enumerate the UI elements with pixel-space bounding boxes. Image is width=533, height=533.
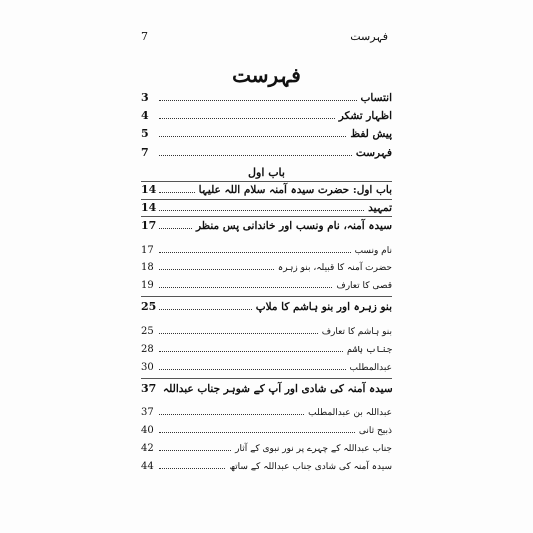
- toc-page-number: 40: [141, 425, 154, 436]
- leader-dots: [159, 467, 225, 469]
- leader-dots: [159, 332, 318, 334]
- toc-page-number: 17: [141, 219, 157, 232]
- toc-page-number: 3: [141, 91, 149, 104]
- toc-title: سیدہ آمنہ کی شادی جناب عبداللہ کے ساتھ: [229, 462, 392, 472]
- divider: [141, 378, 392, 379]
- leader-dots: [159, 368, 346, 370]
- leader-dots: [159, 209, 364, 211]
- toc-title: سیدہ آمنہ کی شادی اور آپ کے شوہر جناب عبداللہ: [163, 383, 393, 395]
- toc-entry: [141, 218, 392, 232]
- toc-page-number: 37: [141, 407, 154, 418]
- leader-dots: [159, 117, 335, 119]
- leader-dots: [159, 413, 304, 415]
- toc-entry: [141, 108, 392, 122]
- leader-dots: [159, 227, 192, 229]
- toc-entry: [141, 381, 392, 395]
- toc-subentry: [141, 323, 392, 337]
- toc-subentry: [141, 277, 392, 291]
- leader-dots: [159, 350, 343, 352]
- divider: [141, 296, 392, 297]
- toc-title: بنو ہاشم کا تعارف: [321, 327, 392, 337]
- toc-title: تمہید: [368, 202, 392, 214]
- toc-title: ذبیح ثانی: [358, 426, 392, 436]
- leader-dots: [159, 154, 352, 156]
- toc-title: انتساب: [360, 92, 392, 104]
- toc-title: جناب عبداللہ کے چہرے پر نور نبوی کے آثار: [235, 444, 392, 454]
- toc-title: عبدالمطلب: [349, 363, 392, 373]
- page-title: فہرست: [232, 63, 301, 87]
- toc-title: سیدہ آمنہ، نام ونسب اور خاندانی پس منظر: [195, 220, 392, 232]
- toc-page-number: 25: [141, 326, 154, 337]
- toc-title: قصی کا تعارف: [336, 281, 392, 291]
- toc-entry: [141, 145, 392, 159]
- leader-dots: [159, 268, 274, 270]
- toc-subentry: [141, 458, 392, 472]
- toc-subentry: [141, 404, 392, 418]
- toc-page-number: 14: [141, 183, 157, 196]
- divider: [141, 216, 392, 217]
- toc-page-number: 5: [141, 127, 149, 140]
- chapter-label: باب اول: [248, 166, 285, 179]
- leader-dots: [159, 449, 231, 451]
- toc-title: باب اول: حضرت سیدہ آمنہ سلام اللہ علیہا: [198, 184, 392, 196]
- running-head: فہرست: [350, 30, 388, 43]
- toc-title: جناب ہاشم: [346, 345, 392, 355]
- leader-dots: [159, 99, 357, 101]
- toc-page-number: 4: [141, 109, 149, 122]
- toc-entry: [141, 126, 392, 140]
- toc-entry: [141, 90, 392, 104]
- toc-page-number: 19: [141, 280, 154, 291]
- toc-page-number: 37: [141, 382, 157, 395]
- toc-page-number: 42: [141, 443, 154, 454]
- toc-title: عبداللہ بن عبدالمطلب: [308, 408, 392, 418]
- toc-subentry: [141, 341, 392, 355]
- toc-page-number: 17: [141, 245, 154, 256]
- leader-dots: [159, 308, 252, 310]
- toc-title: فہرست: [355, 147, 392, 159]
- page-number: 7: [141, 30, 148, 43]
- toc-page-number: 18: [141, 262, 154, 273]
- toc-entry: [141, 182, 392, 196]
- toc-page-number: 28: [141, 344, 154, 355]
- toc-page-number: 44: [141, 461, 154, 472]
- leader-dots: [159, 251, 351, 253]
- leader-dots: [159, 135, 346, 137]
- leader-dots: [159, 286, 332, 288]
- leader-dots: [159, 431, 355, 433]
- toc-entry: [141, 200, 392, 214]
- leader-dots: [159, 191, 195, 193]
- toc-entry: [141, 299, 392, 313]
- toc-title: نام ونسب: [354, 246, 392, 256]
- toc-title: حضرت آمنہ کا قبیلہ، بنو زہرہ: [277, 263, 392, 273]
- toc-subentry: [141, 259, 392, 273]
- toc-subentry: [141, 440, 392, 454]
- toc-subentry: [141, 242, 392, 256]
- toc-page-number: 7: [141, 146, 149, 159]
- toc-page-number: 25: [141, 300, 157, 313]
- toc-subentry: [141, 422, 392, 436]
- toc-page-number: 14: [141, 201, 157, 214]
- toc-subentry: [141, 359, 392, 373]
- toc-title: اظہار تشکر: [338, 110, 392, 122]
- toc-page-number: 30: [141, 362, 154, 373]
- toc-title: بنو زہرہ اور بنو ہاشم کا ملاپ: [255, 301, 392, 313]
- toc-title: پیش لفظ: [350, 128, 392, 140]
